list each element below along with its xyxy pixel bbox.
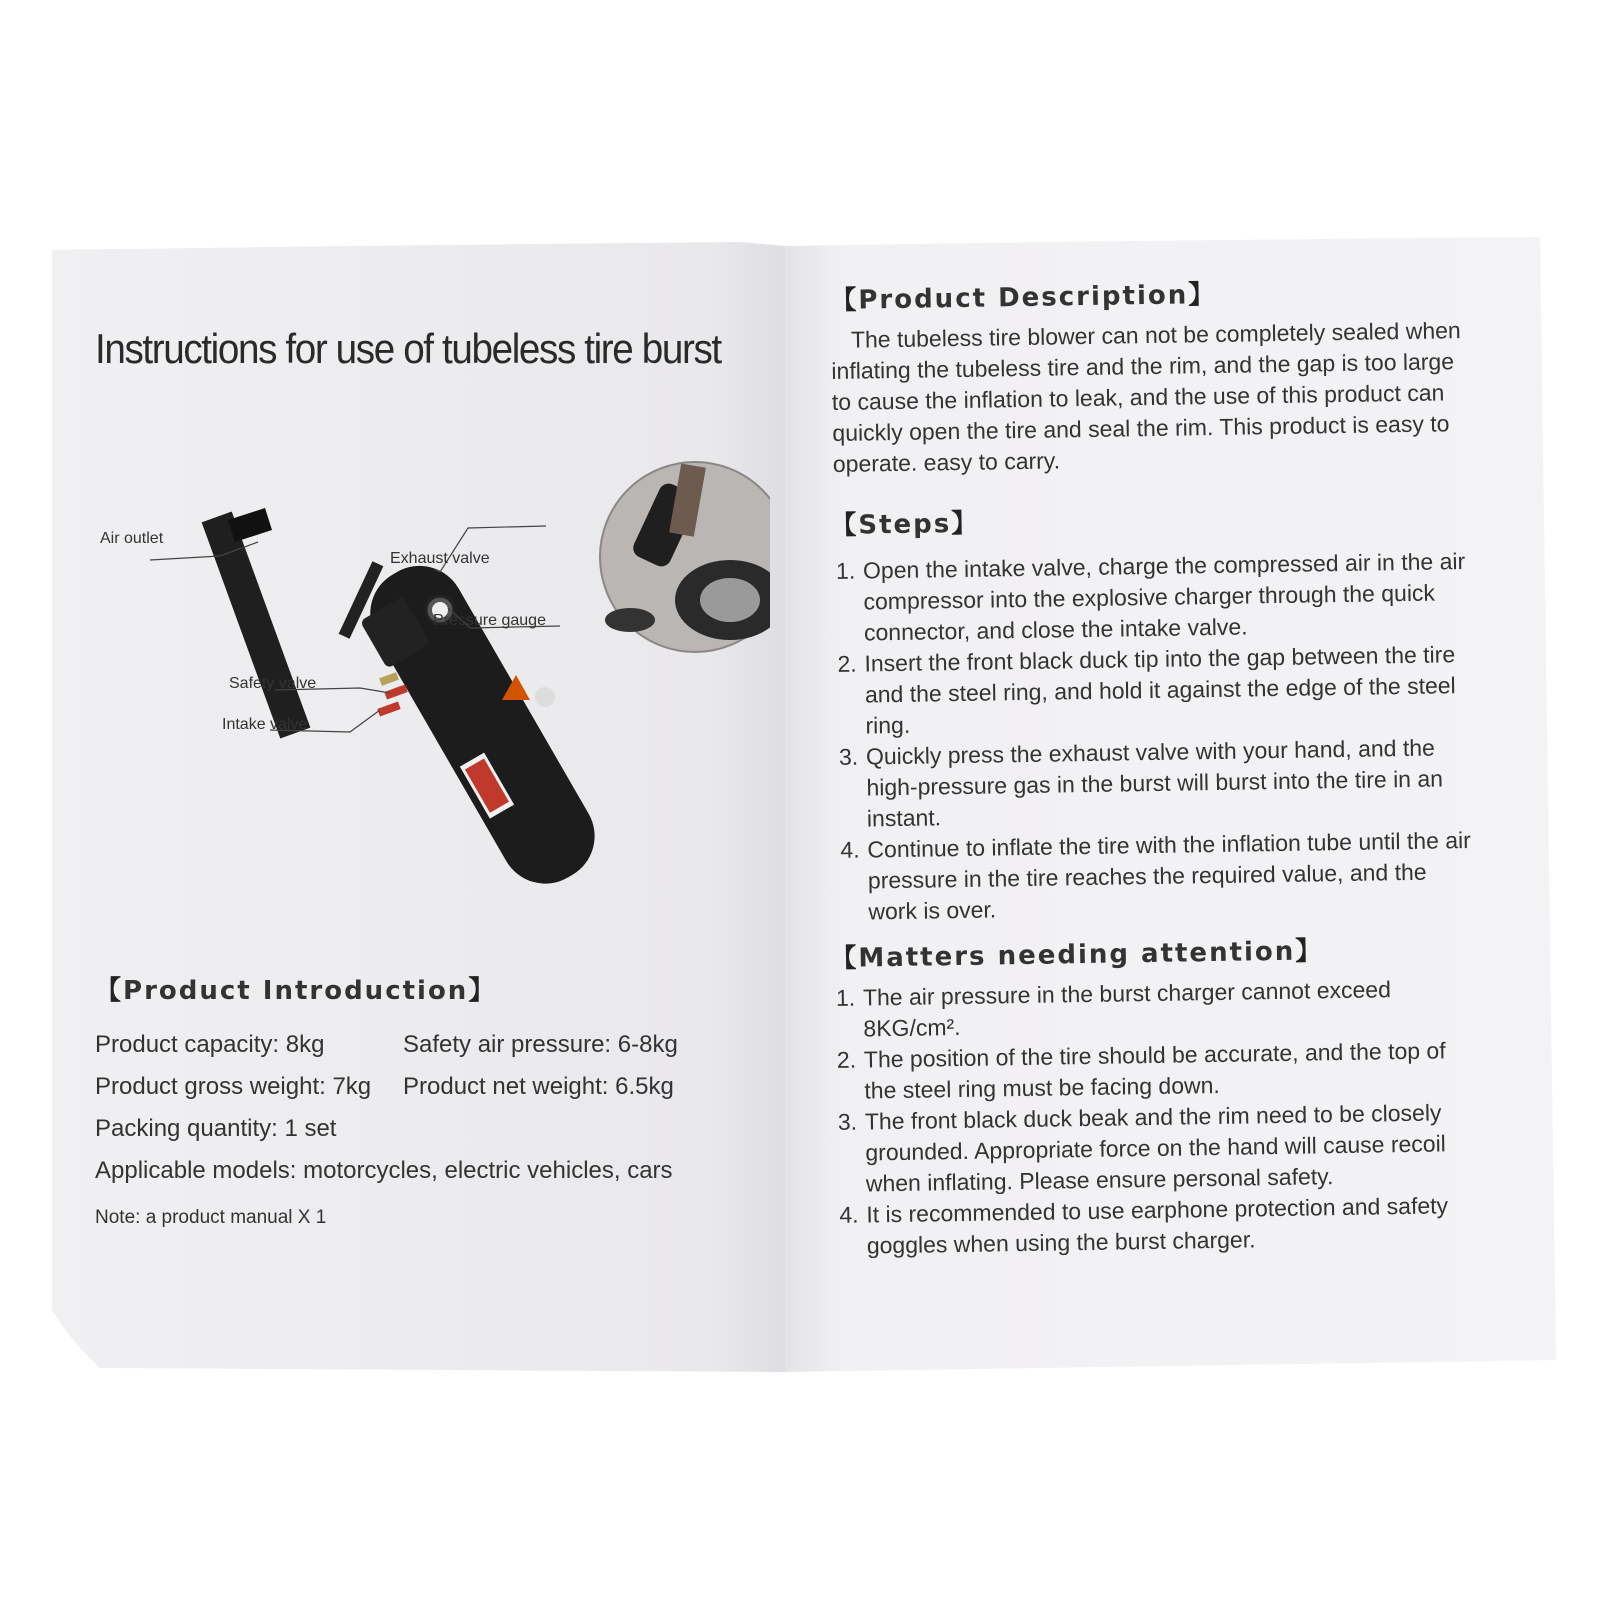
attention-list bbox=[831, 973, 1475, 1262]
label-pressure-gauge: Pressure gauge bbox=[433, 612, 546, 629]
matters-needing-attention bbox=[830, 928, 1475, 1262]
step-item: Open the intake valve, charge the compressed air in the air compressor into the explosive charger through the quick connector, and close the intake valve. bbox=[862, 548, 1466, 646]
attention-item: It is recommended to use earphone protection and safety goggles when using the burst charger. bbox=[866, 1192, 1449, 1259]
step-item: Insert the front black duck tip into the gap between the tire and the steel ring, and hold it against the edge of the steel ring. bbox=[864, 641, 1456, 739]
step-item: Quickly press the exhaust valve with your hand, and the high-pressure gas in the burst will burst into the tire in an instant. bbox=[865, 734, 1444, 832]
label-exhaust-valve: Exhaust valve bbox=[390, 550, 490, 567]
attention-heading: 【Matters needing attention】 bbox=[830, 936, 1324, 974]
steps-list bbox=[831, 546, 1477, 928]
attention-item: The front black duck beak and the rim need to be closely grounded. Appropriate force on the hand will cause recoil when inflating. Please ensure personal safety. bbox=[864, 1099, 1446, 1197]
label-air-outlet: Air outlet bbox=[100, 530, 164, 547]
steps-heading: 【Steps】 bbox=[830, 508, 980, 541]
page-title: Instructions for use of tubeless tire burst bbox=[95, 325, 721, 372]
spec-gross-weight: Product gross weight: 7kg bbox=[95, 1073, 372, 1100]
description-heading: 【Product Description】 bbox=[830, 279, 1217, 316]
description-text: The tubeless tire blower can not be completely sealed when inflating the tubeless tire and the rim, and the gap is too large to cause the inflation to leak, and the use of this product can quickly open the tire and seal the rim. This product is easy to operate. easy to carry. bbox=[831, 317, 1461, 477]
right-page bbox=[790, 240, 1560, 1360]
left-page bbox=[50, 245, 780, 1365]
manual-note: Note: a product manual X 1 bbox=[95, 1207, 327, 1228]
product-introduction bbox=[95, 970, 755, 1229]
product-description bbox=[830, 270, 1473, 480]
attention-item: The air pressure in the burst charger cannot exceed 8KG/cm². bbox=[862, 976, 1392, 1042]
spec-safety-pressure: Safety air pressure: 6-8kg bbox=[403, 1031, 678, 1058]
spec-applicable-models: Applicable models: motorcycles, electric vehicles, cars bbox=[95, 1157, 673, 1184]
steps bbox=[830, 495, 1477, 928]
product-figure bbox=[90, 450, 770, 1010]
spec-net-weight: Product net weight: 6.5kg bbox=[403, 1073, 674, 1100]
usage-photo-inset bbox=[600, 462, 770, 652]
spec-grid bbox=[95, 1031, 755, 1185]
attention-item: The position of the tire should be accurate, and the top of the steel ring must be facing down. bbox=[863, 1037, 1446, 1104]
intro-heading: 【Product Introduction】 bbox=[95, 976, 497, 1006]
spec-capacity: Product capacity: 8kg bbox=[95, 1031, 325, 1058]
label-intake-valve: Intake valve bbox=[222, 716, 308, 733]
label-safety-valve: Safety valve bbox=[229, 675, 317, 692]
step-item: Continue to inflate the tire with the inflation tube until the air pressure in the tire reaches the required value, and the work is over. bbox=[867, 826, 1472, 925]
spec-packing-quantity: Packing quantity: 1 set bbox=[95, 1115, 337, 1142]
